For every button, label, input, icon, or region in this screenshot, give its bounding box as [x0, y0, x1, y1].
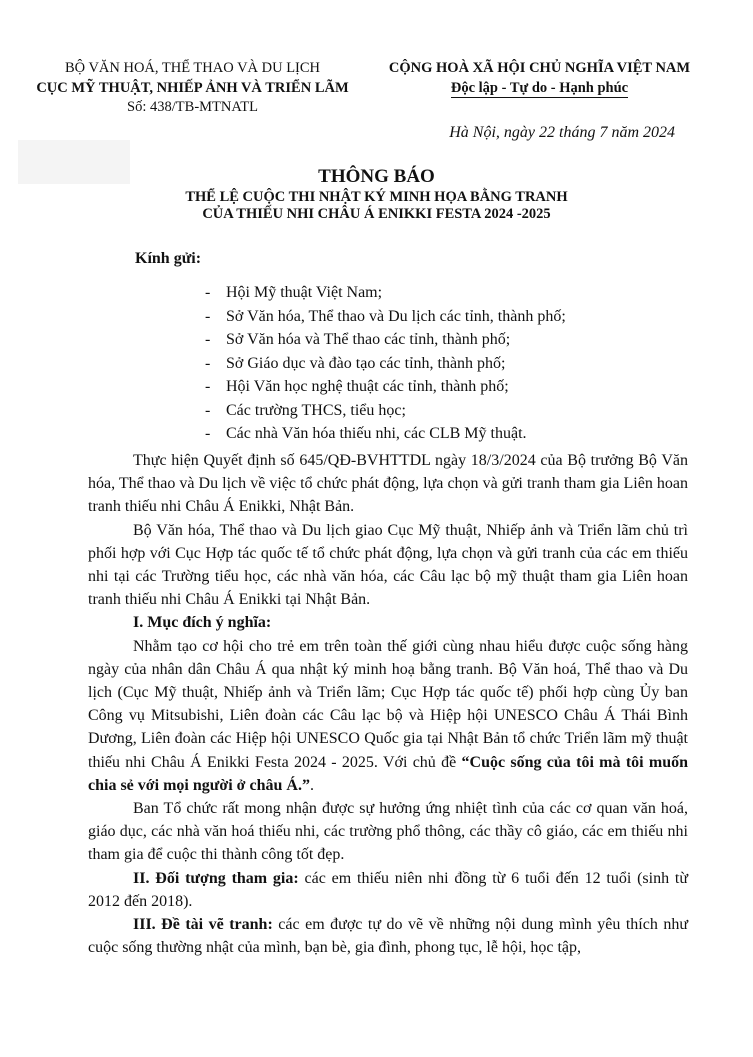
theme-text: “Cuộc sống của tôi mà tôi muốn chia sẻ với mọi người ở châu Á.”	[88, 753, 689, 794]
document-number: Số: 438/TB-MTNATL	[127, 99, 258, 115]
section-heading: I. Mục đích ý nghĩa:	[133, 614, 272, 632]
paragraph: III. Đề tài vẽ tranh: các em được tự do vẽ về những nội dung mình yêu thích như cuộc sống thường nhật của mình, bạn bè, gia đình, phong tục, lễ hội, học tập,	[88, 916, 689, 957]
paragraph: Bộ Văn hóa, Thể thao và Du lịch giao Cục Mỹ thuật, Nhiếp ảnh và Triển lãm chủ trì phối hợp với Cục Hợp tác quốc tế tổ chức phát động, lựa chọn và gửi tranh của các em thiếu nhi tại các Trường tiểu học, các nhà văn hóa, các Câu lạc bộ mỹ thuật tham gia Liên hoan tranh thiếu nhi Châu Á Enikki tại Nhật Bản.	[88, 521, 688, 609]
paragraph: Ban Tổ chức rất mong nhận được sự hưởng ứng nhiệt tình của các cơ quan văn hoá, giáo dục, các nhà văn hoá thiếu nhi, các trường phổ thông, các thầy cô giáo, các em thiếu nhi tham gia để cuộc thi thành công tốt đẹp.	[88, 800, 688, 864]
recipient-item: - Sở Văn hóa và Thể thao các tỉnh, thành phố;	[205, 331, 511, 348]
national-motto-block	[372, 58, 707, 98]
subtitle-line-1: THỂ LỆ CUỘC THI NHẬT KÝ MINH HỌA BẰNG TRANH	[185, 189, 568, 205]
document-body	[88, 449, 688, 959]
issuer-block	[20, 58, 365, 117]
document-header	[0, 58, 753, 128]
recipient-item: - Hội Mỹ thuật Việt Nam;	[205, 284, 383, 301]
recipient-item: - Hội Văn học nghệ thuật các tỉnh, thành phố;	[205, 378, 509, 395]
paragraph: Nhằm tạo cơ hội cho trẻ em trên toàn thế giới cùng nhau hiểu được cuộc sống hàng ngày của nhân dân Châu Á qua nhật ký minh hoạ bằng tranh. Bộ Văn hoá, Thể thao và Du lịch (Cục Mỹ thuật, Nhiếp ảnh và Triển lãm; Cục Hợp tác quốc tế) phối hợp cùng Ủy ban Công vụ Mitsubishi, Liên đoàn các Câu lạc bộ và Hiệp hội UNESCO Châu Á Thái Bình Dương, Liên đoàn các Hiệp hội UNESCO Quốc gia tại Nhật Bản tổ chức Triển lãm mỹ thuật thiếu nhi Châu Á Enikki Festa 2024 - 2025. Với chủ đề “Cuộc sống của tôi mà tôi muốn chia sẻ với mọi người ở châu Á.”.	[88, 637, 689, 794]
paragraph: Thực hiện Quyết định số 645/QĐ-BVHTTDL ngày 18/3/2024 của Bộ trưởng Bộ Văn hóa, Thể thao và Du lịch về việc tổ chức phát động, lựa chọn và gửi tranh tham gia Liên hoan tranh thiếu nhi Châu Á Enikki, Nhật Bản.	[88, 452, 688, 516]
country-name: CỘNG HOÀ XÃ HỘI CHỦ NGHĨA VIỆT NAM	[388, 60, 691, 76]
kinh-gui-label: Kính gửi:	[135, 250, 202, 267]
recipient-item: - Sở Văn hóa, Thể thao và Du lịch các tỉnh, thành phố;	[205, 307, 566, 325]
document-subtitle	[0, 189, 753, 223]
recipient-item: - Sở Giáo dục và đào tạo các tỉnh, thành phố;	[205, 354, 506, 372]
recipient-list	[205, 281, 566, 446]
document-date: Hà Nội, ngày 22 tháng 7 năm 2024	[449, 124, 675, 141]
section-heading: III. Đề tài vẽ tranh:	[133, 916, 273, 934]
paragraph: II. Đối tượng tham gia: các em thiếu niên nhi đồng từ 6 tuổi đến 12 tuổi (sinh từ 2012 đến 2018).	[88, 869, 689, 910]
section-heading: II. Đối tượng tham gia:	[133, 869, 299, 887]
recipient-item: - Các trường THCS, tiểu học;	[205, 401, 406, 419]
department-name: CỤC MỸ THUẬT, NHIẾP ẢNH VÀ TRIỂN LÃM	[36, 80, 349, 96]
recipient-item: - Các nhà Văn hóa thiếu nhi, các CLB Mỹ thuật.	[205, 425, 527, 442]
ministry-name: BỘ VĂN HOÁ, THỂ THAO VÀ DU LỊCH	[64, 60, 321, 76]
subtitle-line-2: CỦA THIẾU NHI CHÂU Á ENIKKI FESTA 2024 -2025	[202, 206, 551, 222]
document-title: THÔNG BÁO	[318, 166, 435, 187]
national-motto: Độc lập - Tự do - Hạnh phúc	[450, 80, 629, 96]
